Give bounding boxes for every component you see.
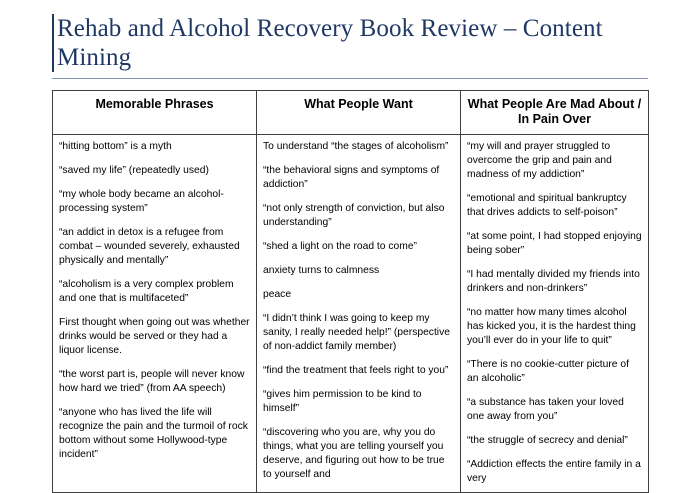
list-item: “the struggle of secrecy and denial” (467, 435, 628, 446)
list-item: “emotional and spiritual bankruptcy that drives addicts to self-poison” (467, 193, 627, 218)
cell-memorable-phrases (53, 135, 257, 493)
list-item: peace (263, 289, 292, 300)
list-item: “I didn’t think I was going to keep my sanity, I really needed help!” (perspective of non-addict family member) (263, 313, 450, 352)
list-item: “the worst part is, people will never know how hard we tried” (from AA speech) (59, 369, 245, 394)
document-page (0, 14, 699, 491)
list-item: “at some point, I had stopped enjoying being sober” (467, 231, 642, 256)
list-item: “an addict in detox is a refugee from combat – wounded severely, exhausted physically and mentally” (59, 227, 240, 266)
content-mining-table (52, 90, 649, 493)
title-block (52, 14, 652, 72)
list-item: “my whole body became an alcohol-processing system” (59, 189, 224, 214)
list-item: “gives him permission to be kind to himself” (263, 389, 422, 414)
list-item: anxiety turns to calmness (263, 265, 380, 276)
table-header-row (53, 91, 649, 135)
list-item: To understand “the stages of alcoholism” (263, 141, 449, 152)
list-item: “alcoholism is a very complex problem and one that is multifaceted” (59, 279, 234, 304)
cell-what-people-want (257, 135, 461, 493)
table-row (53, 135, 649, 493)
column-header-memorable-phrases: Memorable Phrases (53, 91, 257, 135)
column-header-what-people-are-mad-about: What People Are Mad About / In Pain Over (461, 91, 649, 135)
list-item: First thought when going out was whether drinks would be served or they had a liquor license. (59, 317, 250, 356)
list-item: “find the treatment that feels right to you” (263, 365, 449, 376)
list-item: “a substance has taken your loved one away from you” (467, 397, 624, 422)
list-item: “I had mentally divided my friends into drinkers and non-drinkers” (467, 269, 640, 294)
list-item: “hitting bottom” is a myth (59, 141, 172, 152)
list-item: “Addiction effects the entire family in a very (467, 459, 641, 484)
list-item: “my will and prayer struggled to overcome the grip and pain and madness of my addiction” (467, 141, 612, 180)
list-item: “shed a light on the road to come” (263, 241, 417, 252)
page-title: Rehab and Alcohol Recovery Book Review – Content Mining (52, 14, 652, 72)
cell-what-people-are-mad-about (461, 135, 649, 493)
list-item: “discovering who you are, why you do things, what you are telling yourself you deserve, and figuring out how to be true to yourself and (263, 427, 445, 480)
list-item: “saved my life” (repeatedly used) (59, 165, 209, 176)
list-item: “no matter how many times alcohol has kicked you, it is the hardest thing you’ll ever do in your life to quit” (467, 307, 636, 346)
list-item: “There is no cookie-cutter picture of an alcoholic” (467, 359, 629, 384)
column-header-what-people-want: What People Want (257, 91, 461, 135)
title-divider (52, 78, 648, 79)
list-item: “not only strength of conviction, but also understanding” (263, 203, 445, 228)
list-item: “anyone who has lived the life will recognize the pain and the turmoil of rock bottom without some Hollywood-type incident” (59, 407, 248, 460)
list-item: “the behavioral signs and symptoms of addiction” (263, 165, 440, 190)
